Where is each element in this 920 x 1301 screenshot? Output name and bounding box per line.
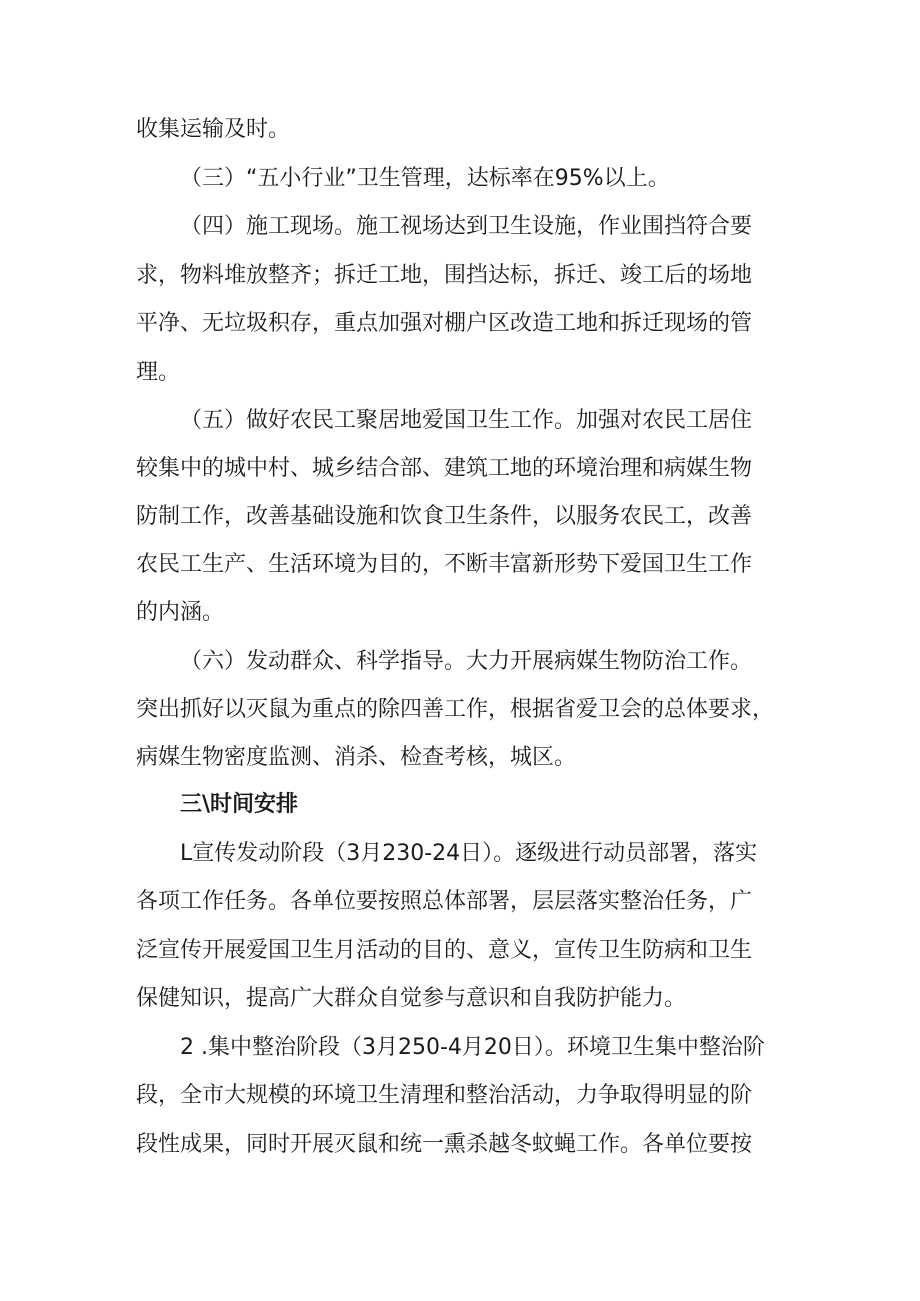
body-text-line: 保健知识，提高广大群众自觉参与意识和自我防护能力。 (136, 986, 687, 1011)
body-text-line: L宣传发动阶段（3月230-24日）。逐级进行动员部署，落实 (180, 841, 758, 866)
body-text-line: 泛宣传开展爱国卫生月活动的目的、意义，宣传卫生防病和卫生 (136, 938, 753, 963)
body-text-line: 防制工作，改善基础设施和饮食卫生条件，以服务农民工，改善 (136, 504, 753, 529)
body-text-line: 较集中的城中村、城乡结合部、建筑工地的环境治理和病媒生物 (136, 456, 753, 481)
body-text-line: 各项工作任务。各单位要按照总体部署，层层落实整治任务，广 (136, 889, 753, 914)
body-text-line: 的内涵。 (136, 600, 225, 625)
body-text-line: 段，全市大规模的环境卫生清理和整治活动，力争取得明显的阶 (136, 1083, 753, 1108)
body-text-line: 病媒生物密度监测、消杀、检查考核，城区。 (136, 745, 577, 770)
body-text-line: 平净、无垃圾积存，重点加强对棚户区改造工地和拆迁现场的管 (136, 311, 753, 336)
body-text-line: （五）做好农民工聚居地爱国卫生工作。加强对农民工居住 (180, 408, 753, 433)
body-text-line: 理。 (136, 360, 181, 385)
body-text-line: 突出抓好以灭鼠为重点的除四善工作，根据省爱卫会的总体要求， (136, 697, 775, 722)
body-text-line: 求，物料堆放整齐；拆迁工地，围挡达标，拆迁、竣工后的场地 (136, 263, 753, 288)
body-text-line: 收集运输及时。 (136, 117, 291, 142)
body-text-line: （六）发动群众、科学指导。大力开展病媒生物防治工作。 (180, 649, 753, 674)
body-text-line: 段性成果，同时开展灭鼠和统一熏杀越冬蚊蝇工作。各单位要按 (136, 1132, 753, 1157)
body-text-line: （四）施工现场。施工视场达到卫生设施，作业围挡符合要 (180, 214, 753, 239)
body-text-line: （三）“五小行业”卫生管理，达标率在95%以上。 (180, 166, 670, 191)
body-text-line: 农民工生产、生活环境为目的，不断丰富新形势下爱国卫生工作 (136, 552, 753, 577)
body-text-line: 2 .集中整治阶段（3月250-4月20日）。环境卫生集中整治阶 (180, 1035, 765, 1060)
section-heading: 三\时间安排 (180, 792, 299, 817)
